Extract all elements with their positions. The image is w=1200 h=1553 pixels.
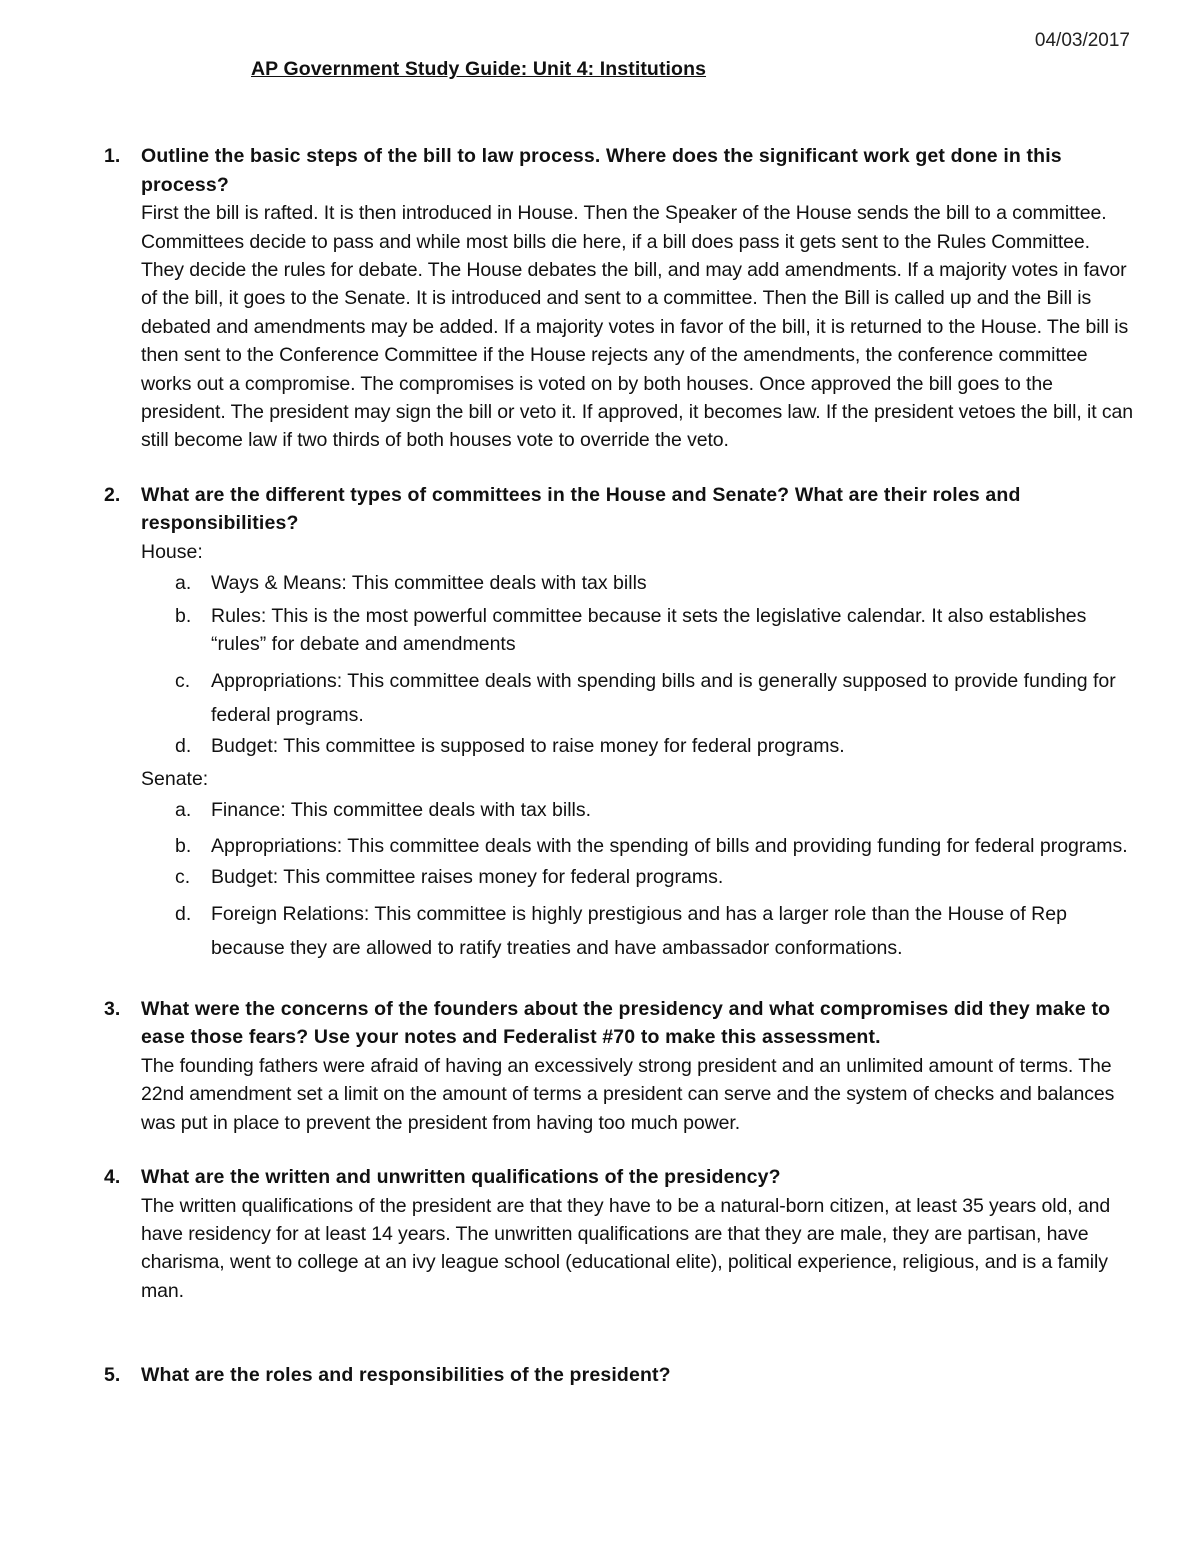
question-number: 4. — [104, 1166, 121, 1189]
question-5 — [104, 1361, 1134, 1390]
list-letter: a. — [175, 798, 192, 821]
question-number: 2. — [104, 483, 121, 506]
question-text: What are the written and unwritten qualifications of the presidency? — [141, 1166, 781, 1189]
question-text: What were the concerns of the founders about the presidency and what compromises did they make to ease those fears? Use your notes and Federalist #70 to make this assessment. — [141, 997, 1111, 1049]
question-1 — [104, 142, 1134, 455]
question-3 — [104, 995, 1134, 1137]
document-date: 04/03/2017 — [1034, 30, 1130, 51]
question-text: Outline the basic steps of the bill to law process. Where does the significant work get done in this process? — [141, 145, 1062, 196]
list-letter: b. — [175, 605, 192, 628]
question-number: 3. — [104, 997, 121, 1020]
list-item — [141, 863, 1134, 891]
list-item-text: Finance: This committee deals with tax bills. — [211, 798, 592, 821]
list-item — [141, 829, 1134, 863]
list-letter: d. — [175, 902, 192, 925]
list-letter: c. — [175, 866, 191, 889]
question-text: What are the roles and responsibilities of the president? — [141, 1364, 671, 1387]
list-item — [141, 732, 1134, 760]
house-committee-list — [141, 569, 1134, 761]
document-title: AP Government Study Guide: Unit 4: Institutions — [251, 58, 707, 80]
answer-text: The written qualifications of the president are that they have to be a natural-born citizen, at least 35 years old, and have residency for at least 14 years. The unwritten qualifications are that they are male, they are partisan, have charisma, went to college at an ivy league school (educational elite), political experience, religious, and is a family man. — [141, 1194, 1111, 1302]
list-item-text: Ways & Means: This committee deals with tax bills — [211, 571, 647, 594]
list-item-text: Rules: This is the most powerful committee because it sets the legislative calendar. It also establishes “rules” for debate and amendments — [211, 605, 1087, 656]
list-letter: c. — [175, 669, 191, 692]
list-item-text: Foreign Relations: This committee is highly prestigious and has a larger role than the House of Rep because they are allowed to ratify treaties and have ambassador conformations. — [211, 902, 1067, 959]
question-number: 1. — [104, 145, 121, 167]
list-item — [141, 897, 1134, 965]
question-number: 5. — [104, 1364, 121, 1387]
list-item — [141, 664, 1134, 732]
list-item-text: Budget: This committee raises money for federal programs. — [211, 866, 724, 889]
list-item-text: Appropriations: This committee deals with the spending of bills and providing funding for federal programs. — [211, 835, 1128, 858]
list-item — [141, 796, 1134, 824]
list-item-text: Appropriations: This committee deals with spending bills and is generally supposed to provide funding for federal programs. — [211, 669, 1116, 726]
list-item — [141, 602, 1134, 659]
list-letter: d. — [175, 734, 192, 757]
answer-text: First the bill is rafted. It is then introduced in House. Then the Speaker of the House sends the bill to a committee. Committees decide to pass and while most bills die here, if a bill does pass it gets sent to the Rules Committee. They decide the rules for debate. The House debates the bill, and may add amendments. If a majority votes in favor of the bill, it goes to the Senate. It is introduced and sent to a committee. Then the Bill is called up and the Bill is debated and amendments may be added. If a majority votes in favor of the bill, it is returned to the House. The bill is then sent to the Conference Committee if the House rejects any of the amendments, the conference committee works out a compromise. The compromises is voted on by both houses. Once approved the bill goes to the president. The president may sign the bill or veto it. If approved, it becomes law. If the president vetoes the bill, it can still become law if two thirds of both houses vote to override the veto. — [141, 202, 1134, 452]
senate-committee-list — [141, 796, 1134, 965]
house-label: House: — [141, 541, 203, 564]
question-2 — [104, 481, 1134, 965]
study-guide-body — [104, 142, 1134, 1390]
question-4 — [104, 1163, 1134, 1305]
question-text: What are the different types of committees in the House and Senate? What are their roles and responsibilities? — [141, 483, 1021, 535]
answer-text: The founding fathers were afraid of having an excessively strong president and an unlimited amount of terms. The 22nd amendment set a limit on the amount of terms a president can serve and the system of checks and balances was put in place to prevent the president from having too much power. — [141, 1054, 1115, 1134]
senate-label: Senate: — [141, 768, 209, 791]
list-letter: b. — [175, 835, 192, 858]
list-letter: a. — [175, 571, 192, 594]
list-item-text: Budget: This committee is supposed to raise money for federal programs. — [211, 734, 845, 757]
list-item — [141, 569, 1134, 597]
